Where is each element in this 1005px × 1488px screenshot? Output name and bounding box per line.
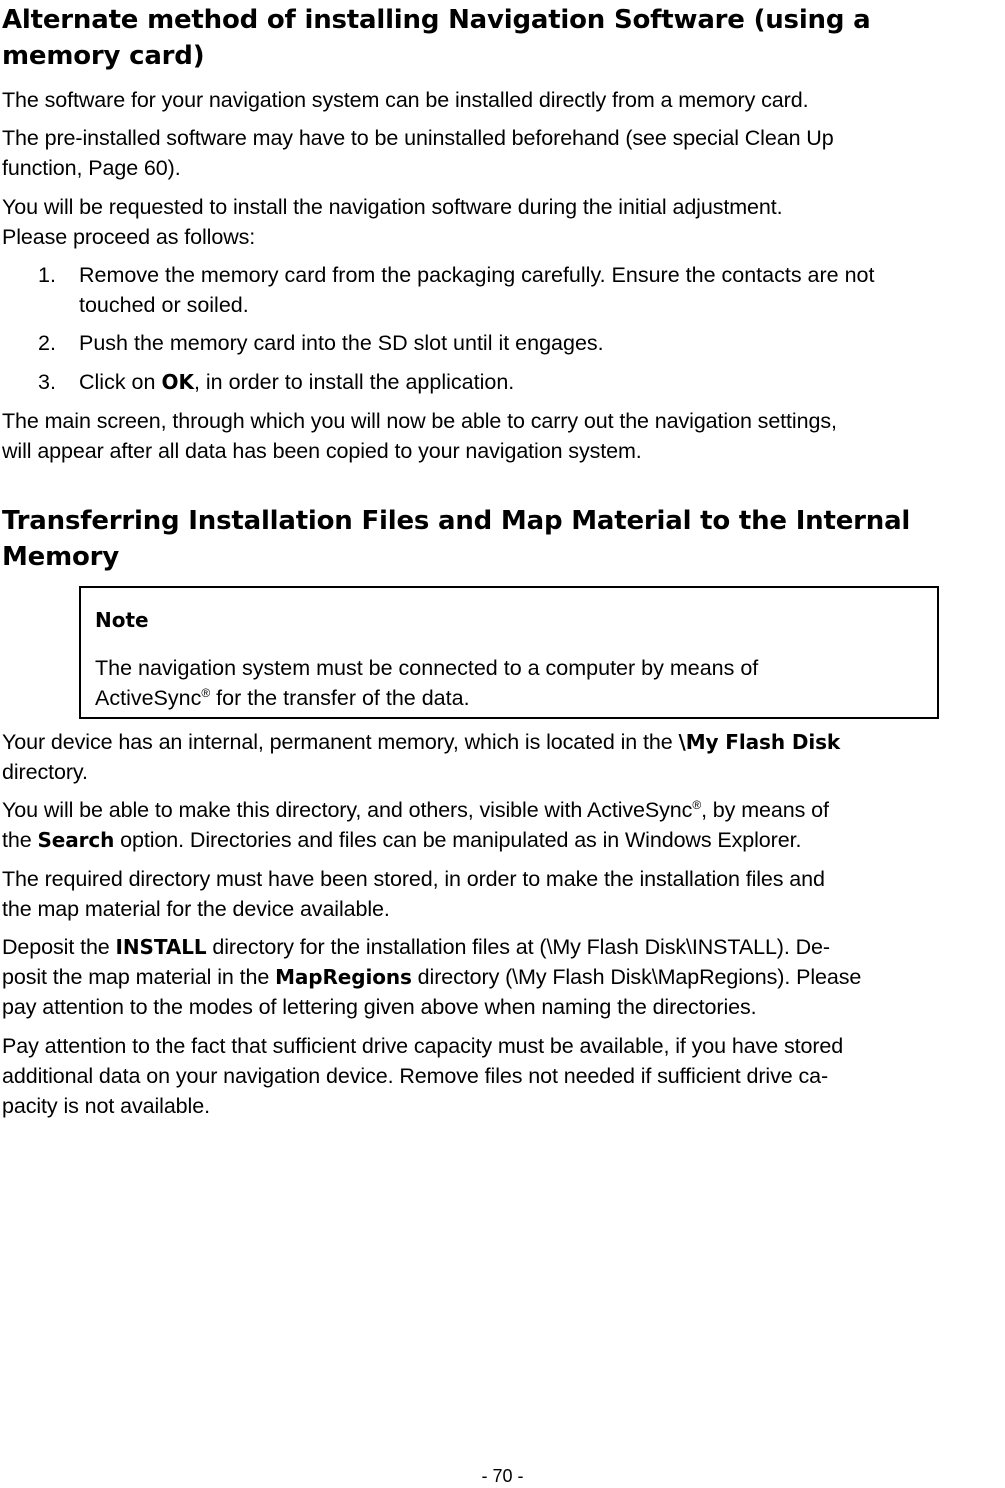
paragraph xyxy=(2,123,1004,183)
list-number: 2. xyxy=(38,331,56,355)
registered-mark: ® xyxy=(201,685,211,700)
paragraph-text: The software for your navigation system can be installed directly from a memory card. xyxy=(2,88,809,112)
paragraph-text: will appear after all data has been copied to your navigation system. xyxy=(2,439,642,463)
list-text-line: Push the memory card into the SD slot until it engages. xyxy=(79,331,604,355)
paragraph xyxy=(2,795,1004,855)
flash-disk-path: \My Flash Disk xyxy=(678,730,841,754)
note-body xyxy=(95,653,925,713)
paragraph-text: You will be requested to install the navigation software during the initial adjustment. xyxy=(2,195,783,219)
list-number: 1. xyxy=(38,263,56,287)
paragraph-text: the xyxy=(2,828,38,852)
paragraph-text: directory for the installation files at (\My Flash Disk\INSTALL). De- xyxy=(206,935,830,959)
search-option-label: Search xyxy=(37,828,115,852)
mapregions-directory-label: MapRegions xyxy=(275,965,412,989)
paragraph-text: option. Directories and files can be manipulated as in Windows Explorer. xyxy=(114,828,802,852)
note-text: for the transfer of the data. xyxy=(210,686,470,710)
note-text: ActiveSync xyxy=(95,686,202,710)
paragraph xyxy=(2,85,1004,115)
heading-line: Transferring Installation Files and Map Material to the Internal xyxy=(2,506,911,536)
list-item-step-3 xyxy=(38,367,1004,397)
paragraph-text: directory (\My Flash Disk\MapRegions). Please xyxy=(411,965,862,989)
paragraph-text: You will be able to make this directory, and others, visible with ActiveSync xyxy=(2,798,693,822)
paragraph xyxy=(2,192,1004,252)
list-text-line: Click on xyxy=(79,370,162,394)
heading-line: Alternate method of installing Navigation Software (using a xyxy=(2,5,871,35)
install-directory-label: INSTALL xyxy=(115,935,207,959)
paragraph-text: Deposit the xyxy=(2,935,116,959)
paragraph xyxy=(2,864,1004,924)
paragraph-text: function, Page 60). xyxy=(2,156,181,180)
section-heading-alternate-install xyxy=(2,2,870,74)
paragraph-text: pay attention to the modes of lettering given above when naming the directories. xyxy=(2,995,757,1019)
list-text-line: touched or soiled. xyxy=(79,293,249,317)
paragraph-text: pacity is not available. xyxy=(2,1094,210,1118)
heading-line: Memory xyxy=(2,542,120,572)
paragraph xyxy=(2,1031,1004,1121)
list-text xyxy=(79,328,1004,358)
paragraph-text: Your device has an internal, permanent memory, which is located in the xyxy=(2,730,679,754)
paragraph-text: directory. xyxy=(2,760,88,784)
heading-line: memory card) xyxy=(2,41,205,71)
section-heading-transferring-files xyxy=(2,503,910,575)
paragraph-text: additional data on your navigation device. Remove files not needed if sufficient drive ca- xyxy=(2,1064,829,1088)
paragraph-text: Please proceed as follows: xyxy=(2,225,256,249)
paragraph xyxy=(2,727,1004,787)
note-box xyxy=(79,586,939,719)
registered-mark: ® xyxy=(692,797,702,812)
list-item-step-1 xyxy=(38,260,1004,320)
list-text-line: Remove the memory card from the packaging carefully. Ensure the contacts are not xyxy=(79,263,875,287)
ok-label: OK xyxy=(161,370,194,394)
list-item-step-2 xyxy=(38,328,1004,358)
paragraph-text: The main screen, through which you will now be able to carry out the navigation settings, xyxy=(2,409,837,433)
list-number: 3. xyxy=(38,370,56,394)
paragraph-text: The required directory must have been stored, in order to make the installation files and xyxy=(2,867,825,891)
paragraph-text: Pay attention to the fact that sufficient drive capacity must be available, if you have stored xyxy=(2,1034,844,1058)
list-text xyxy=(79,260,1004,320)
paragraph-text: , by means of xyxy=(701,798,829,822)
page-number: - 70 - xyxy=(481,1466,524,1486)
note-text: The navigation system must be connected to a computer by means of xyxy=(95,656,759,680)
list-text xyxy=(79,367,1004,397)
paragraph-text: the map material for the device available. xyxy=(2,897,390,921)
paragraph xyxy=(2,406,1004,466)
list-text-line: , in order to install the application. xyxy=(193,370,515,394)
paragraph-text: The pre-installed software may have to be uninstalled beforehand (see special Clean Up xyxy=(2,126,834,150)
paragraph-text: posit the map material in the xyxy=(2,965,276,989)
paragraph xyxy=(2,932,1004,1022)
note-title: Note xyxy=(95,608,149,632)
